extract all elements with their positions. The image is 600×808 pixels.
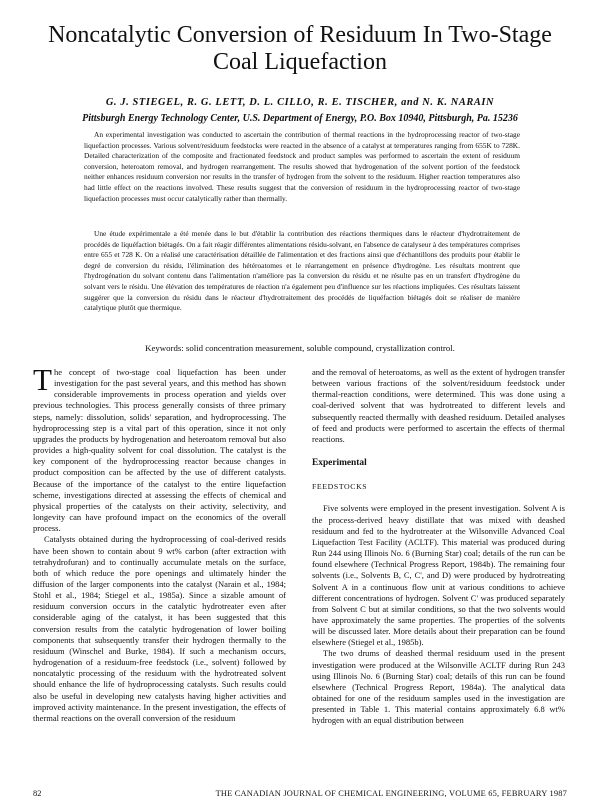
intro-paragraph-1-text: he concept of two-stage coal liquefaction has been under investigation for the past several years, and this method has shown considerable improvements in process operation and yields over previous technologies. This process generally consists of three primary steps, namely: dissolution, solids' separation, and hydroprocessing. The hydroprocessing step is a vital part of this operation, since it not only upgrades the products by hydrogenation and heteroatom removal but also provides a high-quality solvent for coal dissolution. The catalyst is the key component of the hydroprocessing reactor because changes in product composition can be affected by the use of different catalysts. Because of the importance of the catalyst to the entire liquefaction scheme, investigations directed at assessing the effects of chemical and physical properties of the catalysts on their activity, selectivity, and longevity can have profound impact on the economics of the overall process. xyxy=(33,367,286,534)
abstract-english: An experimental investigation was conducted to ascertain the contribution of thermal reactions in the hydroprocessing reactor of two-stage liquefaction processes. Various solvent/residuum feedstocks were reacted in the absence of a catalyst at temperatures ranging from 655K to 728K. Detailed characterization of the composite and fractionated feedstock and product samples was performed to ascertain the extent of residuum conversion, heteroatom removal, and hydrogen rearrangement. The results showed that hydrogenation of the solvent portion of the feedstock neither enhances residuum conversion nor results in the transfer of hydrogen from the solvent to the residuum. Higher reaction temperatures also had little effect on the reactions involved. These results suggest that the conversion of residuum in the hydroprocessing reactor of two-stage liquefaction processes must occur catalytically rather than thermally. xyxy=(84,130,520,203)
title-line-2: Coal Liquefaction xyxy=(213,49,387,75)
section-heading-experimental: Experimental xyxy=(312,458,367,469)
article-title xyxy=(40,22,560,76)
intro-paragraph-3: and the removal of heteroatoms, as well as the extent of hydrogen transfer between various fractions of the solvent/residuum feedstock under thermal-reaction conditions, were determined. This was done using a coal-derived solvent that was hydrotreated to different levels and subsequently reacted thermally with deashed residuum. Detailed analyses of feed and products were performed to ascertain the effects of thermal reactions. xyxy=(312,367,565,444)
left-column xyxy=(33,362,286,724)
author-list: G. J. STIEGEL, R. G. LETT, D. L. CILLO, R. E. TISCHER, and N. K. NARAIN xyxy=(105,97,495,108)
title-line-1: Noncatalytic Conversion of Residuum In Two-Stage xyxy=(48,22,552,48)
intro-paragraph-2: Catalysts obtained during the hydroprocessing of coal-derived resids have been shown to contain about 9 wt% carbon (after extraction with tetrahydrofuran) and to continually accumulate metals on the surface, both of which reduce the pore openings and ultimately hinder the diffusion of the larger components into the catalyst (Narain et al., 1984; Stohl et al., 1984; Stiegel et al., 1985a). Since a sizable amount of residuum conversion occurs in the catalytic hydrotreater even after considerable aging of the catalyst, it has been suggested that this conversion results from the catalytic hydrogenation of lower boiling components that subsequently transfer their hydrogen thermally to the residuum (Winschel and Burke, 1984). If such a mechanism occurs, hydrogenation of a residuum-free feedstock (i.e., solvent) followed by noncatalytic processing of the residuum with the hydrotreated solvent should enhance the life of hydroprocessing catalysts. Such results could also be useful in developing new catalysts having higher activities and improved activity maintenance. In the present investigation, the effects of thermal reactions on the overall conversion of the residuum xyxy=(33,534,286,723)
intro-paragraph-1 xyxy=(33,362,286,534)
journal-citation: THE CANADIAN JOURNAL OF CHEMICAL ENGINEERING, VOLUME 65, FEBRUARY 1987 xyxy=(215,789,567,798)
page-footer xyxy=(33,789,567,801)
right-column xyxy=(312,367,565,727)
page-number: 82 xyxy=(33,789,42,798)
feedstocks-paragraph-2: The two drums of deashed thermal residuum used in the present investigation were produced at the Wilsonville ACLTF during Run 243 using Illinois No. 6 (Burning Star) coal; details of this run can be found elsewhere (Technical Progress Report, 1984a). The analytical data obtained for one of the residuum samples used in the investigation are presented in Table 1. This material contains approximately 6.8 wt% hydrogen with an equal distribution between xyxy=(312,648,565,726)
keywords-line: Keywords: solid concentration measurement, soluble compound, crystallization control. xyxy=(145,343,455,353)
feedstocks-paragraph-1: Five solvents were employed in the present investigation. Solvent A is the process-derived heavy distillate that was mixed with deashed residuum and fed to the hydrotreater at the Wilsonville Advanced Coal Liquefaction Test Facility (ACLTF). This material was produced during Run 244 using Illinois No. 6 (Burning Star) coal; details of the run can be found elsewhere (Technical Progress Report, 1984b). The remaining four solvents (i.e., Solvents B, C, C', and D) were produced by hydrotreating Solvent A in a continuous flow unit at various conditions to achieve different concentrations of hydrogen. Solvent C' was produced separately from Solvent C but at similar conditions, so that the two solvents would have approximately the same properties. The properties of the solvents will be discussed later. More details about their preparation can be found elsewhere (Stiegel et al., 1985b). xyxy=(312,503,565,648)
author-affiliation: Pittsburgh Energy Technology Center, U.S. Department of Energy, P.O. Box 10940, Pittsburgh, Pa. 15236 xyxy=(82,113,518,124)
abstract-french: Une étude expérimentale a été menée dans le but d'établir la contribution des réactions thermiques dans le réacteur d'hydrotraitement de procédés de liquéfaction biétagés. On a fait réagir différentes alimentations résidu-solvant, en l'absence de catalyseur à des températures comprises entre 655 et 728 K. On a réalisé une caractérisation détaillée de l'alimentation et des fractions ainsi que d'échantillons des produits pour établir le degré de conversion du résidu, l'élimination des hétéroatomes et le réarrangement en présence d'hydrogène. Les résultats montrent que l'hydrogénation du solvant contenu dans l'alimentation n'améliore pas la conversion du résidu et ne résulte pas en un transfert d'hydrogène du solvant vers le résidu. Une élévation des températures de réaction n'a également peu d'influence sur les réactions impliquées. Ces résultats laissent suggérer que la conversion du résidu dans le réacteur d'hydrotraitement des procédés de liquéfaction biétagés doit se réaliser de manière catalytique plutôt que thermique. xyxy=(84,229,520,313)
subsection-heading-feedstocks: FEEDSTOCKS xyxy=(312,482,368,492)
drop-cap: T xyxy=(33,362,52,397)
